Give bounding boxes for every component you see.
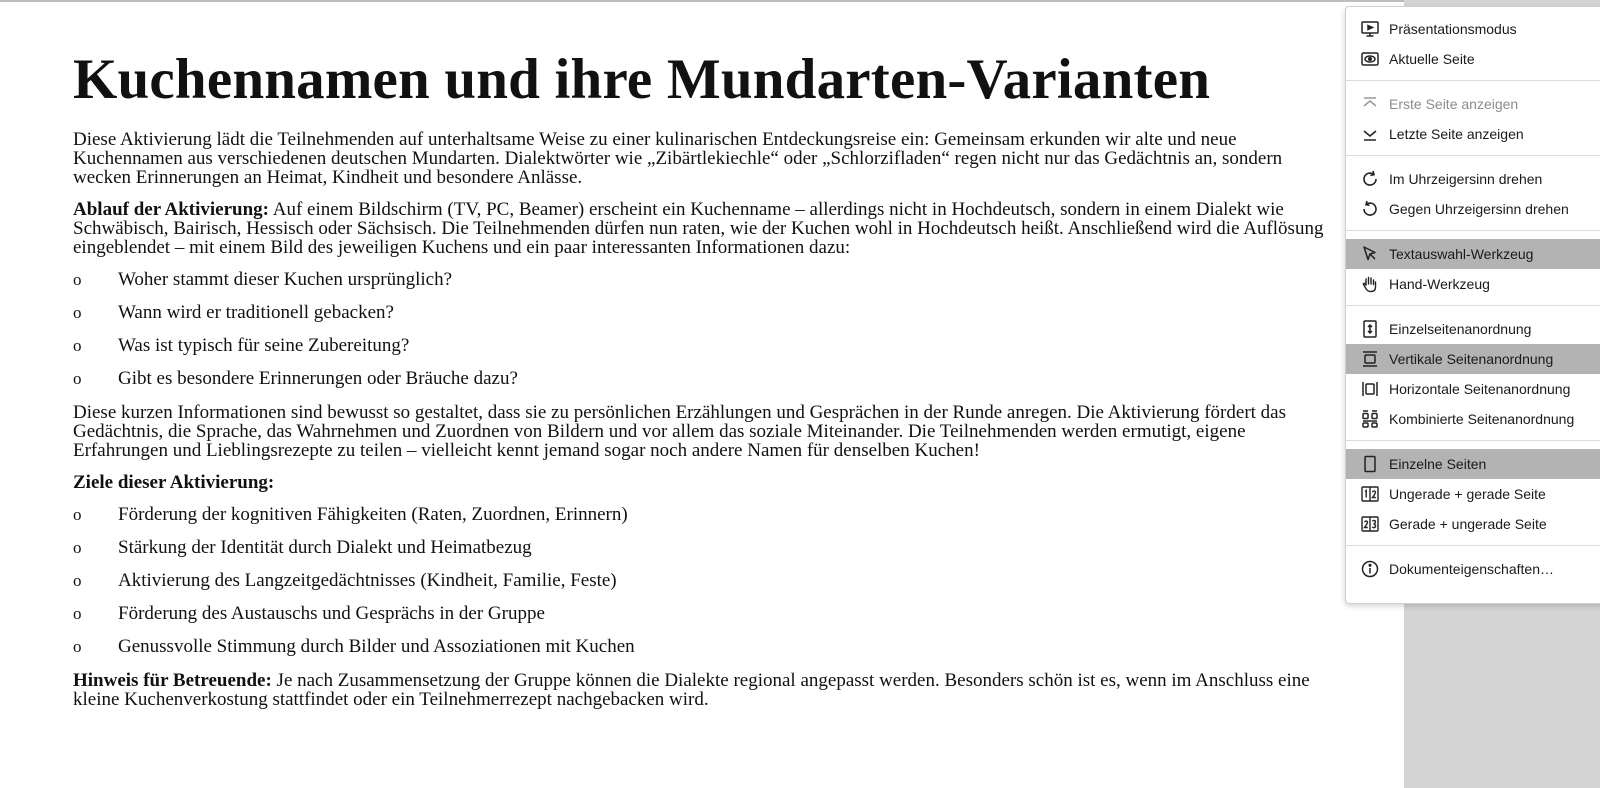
text-selection-tool-item[interactable]: Textauswahl-Werkzeug (1346, 239, 1600, 269)
bullet-marker: o (73, 303, 82, 322)
bullet-marker: o (73, 270, 82, 289)
menu-separator (1346, 545, 1600, 546)
menu-separator (1346, 305, 1600, 306)
menu-separator (1346, 440, 1600, 441)
secondary-toolbar-menu (1345, 6, 1600, 604)
list-item: o Förderung der kognitiven Fähigkeiten (Raten, Zuordnen, Erinnern) (73, 504, 628, 525)
hinweis-label: Hinweis für Betreuende: (73, 670, 272, 691)
ablauf-label: Ablauf der Aktivierung: (73, 199, 270, 220)
no-spreads-icon (1360, 454, 1380, 474)
wrapped-scrolling-item[interactable]: Kombinierte Seitenanordnung (1346, 404, 1600, 434)
ablauf-text: Auf einem Bildschirm (TV, PC, Beamer) erscheint ein Kuchenname – allerdings nicht in Hochdeutsch, sondern in einem Dialekt wie Schwäbisch, Bairisch, Hessisch oder Sächsisch. Die Teilnehmenden dürfen nun raten, wie der Kuchen wohl in Hochdeutsch heißt. Anschließend wird die Auflösung eingeblendet – mit einem Bild des jeweiligen Kuchens und ein paar interessanten Informationen dazu: (73, 199, 1324, 258)
bullet-marker: o (73, 538, 82, 557)
rotate-clockwise-item[interactable]: Im Uhrzeigersinn drehen (1346, 164, 1600, 194)
menu-separator (1346, 80, 1600, 81)
presentation-icon (1360, 19, 1380, 39)
page-scrolling-item[interactable]: Einzelseitenanordnung (1346, 314, 1600, 344)
bullet-marker: o (73, 336, 82, 355)
list-item: o Stärkung der Identität durch Dialekt und Heimatbezug (73, 537, 532, 558)
rotate-ccw-icon (1360, 199, 1380, 219)
horizontal-scrolling-item[interactable]: Horizontale Seitenanordnung (1346, 374, 1600, 404)
goals-list (73, 505, 1343, 670)
hand-tool-item[interactable]: Hand-Werkzeug (1346, 269, 1600, 299)
list-item: o Wann wird er traditionell gebacken? (73, 302, 394, 323)
menu-separator (1346, 230, 1600, 231)
menu-separator (1346, 155, 1600, 156)
bullet-marker: o (73, 571, 82, 590)
list-item: o Was ist typisch für seine Zubereitung? (73, 335, 410, 356)
list-item: o Woher stammt dieser Kuchen ursprünglich? (73, 269, 453, 290)
list-item: o Förderung des Austauschs und Gesprächs in der Gruppe (73, 603, 545, 624)
document-content (73, 46, 1343, 722)
ablauf-paragraph (73, 200, 1343, 257)
hand-icon (1360, 274, 1380, 294)
list-item: o Aktivierung des Langzeitgedächtnisses (Kindheit, Familie, Feste) (73, 570, 617, 591)
odd-spreads-item[interactable]: Ungerade + gerade Seite (1346, 479, 1600, 509)
ziele-heading: Ziele dieser Aktivierung: (73, 472, 275, 493)
current-page-item[interactable]: Aktuelle Seite (1346, 44, 1600, 74)
rotate-cw-icon (1360, 169, 1380, 189)
eye-icon (1360, 49, 1380, 69)
even-spreads-item[interactable]: Gerade + ungerade Seite (1346, 509, 1600, 539)
first-page-item[interactable]: Erste Seite anzeigen (1346, 89, 1600, 119)
question-list (73, 270, 1343, 402)
document-properties-item[interactable]: Dokumenteigenschaften… (1346, 554, 1600, 584)
bullet-marker: o (73, 505, 82, 524)
list-item: o Genussvolle Stimmung durch Bilder und Assoziationen mit Kuchen (73, 636, 635, 657)
hinweis-paragraph: Hinweis für Betreuende: Je nach Zusammensetzung der Gruppe können die Dialekte regional angepasst werden. Besonders schön ist es, wenn im Anschluss eine kleine Kuchenverkostung stattfindet oder ein Teilnehmerrezept nachgebacken wird. (73, 670, 1310, 710)
horizontal-scroll-icon (1360, 379, 1380, 399)
cursor-icon (1360, 244, 1380, 264)
bullet-marker: o (73, 637, 82, 656)
rotate-counterclockwise-item[interactable]: Gegen Uhrzeigersinn drehen (1346, 194, 1600, 224)
intro-paragraph: Diese Aktivierung lädt die Teilnehmenden auf unterhaltsame Weise zu einer kulinarischen Entdeckungsreise ein: Gemeinsam erkunden wir alte und neue Kuchennamen aus verschiedenen deutschen Mundarten. Dialektwörter wie „Zibärtlekiechle“ oder „Schlorzifladen“ regen nicht nur das Gedächtnis an, sondern wecken Erinnerungen an Heimat, Kindheit und besondere Anlässe. (73, 129, 1283, 188)
vertical-scroll-icon (1360, 349, 1380, 369)
list-item: o Gibt es besondere Erinnerungen oder Bräuche dazu? (73, 368, 518, 389)
wrapped-scroll-icon (1360, 409, 1380, 429)
info-paragraph: Diese kurzen Informationen sind bewusst so gestaltet, dass sie zu persönlichen Erzählungen und Gesprächen in der Runde anregen. Die Aktivierung fördert das Gedächtnis, die Sprache, das Wahrnehmen und Zuordnen von Bildern und vor allem das soziale Miteinander. Die Teilnehmenden werden ermutigt, eigene Erfahrungen und Lieblingsrezepte zu teilen – vielleicht kennt jemand sogar noch andere Namen für denselben Kuchen! (73, 402, 1287, 461)
first-page-icon (1360, 94, 1380, 114)
presentation-mode-item[interactable]: Präsentationsmodus (1346, 14, 1600, 44)
last-page-icon (1360, 124, 1380, 144)
vertical-scrolling-item[interactable]: Vertikale Seitenanordnung (1346, 344, 1600, 374)
even-spreads-icon (1360, 514, 1380, 534)
bullet-marker: o (73, 604, 82, 623)
info-icon (1360, 559, 1380, 579)
no-spreads-item[interactable]: Einzelne Seiten (1346, 449, 1600, 479)
document-title: Kuchennamen und ihre Mundarten-Varianten (73, 48, 1211, 111)
bullet-marker: o (73, 369, 82, 388)
single-page-scroll-icon (1360, 319, 1380, 339)
odd-spreads-icon (1360, 484, 1380, 504)
pdf-page (0, 2, 1404, 788)
last-page-item[interactable]: Letzte Seite anzeigen (1346, 119, 1600, 149)
